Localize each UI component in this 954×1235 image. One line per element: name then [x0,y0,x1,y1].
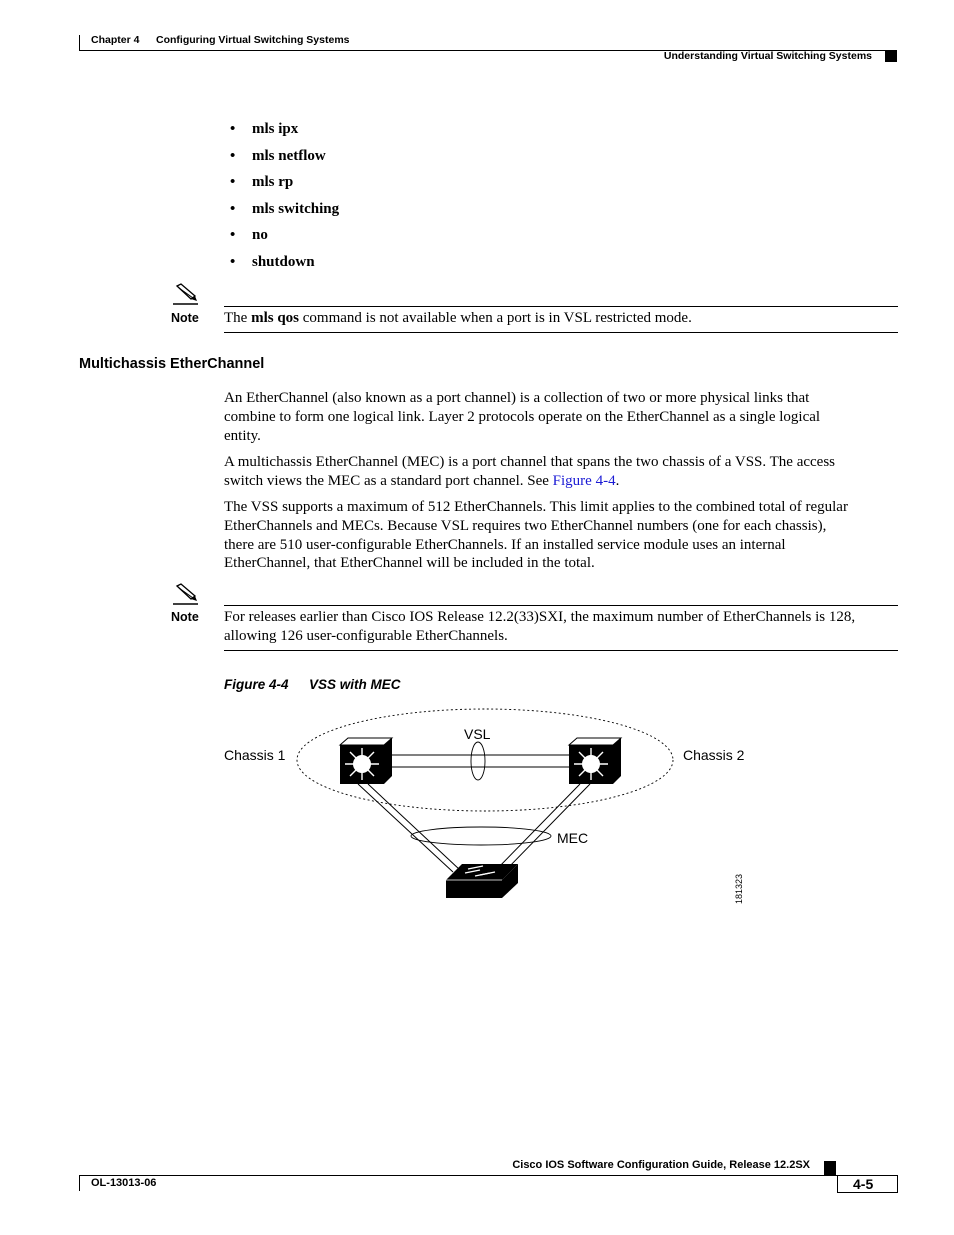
list-item: • mls netflow [230,147,326,164]
note-text: For releases earlier than Cisco IOS Release 12.2(33)SXI, the maximum number of EtherChannels is 128, allowing 126 user-configurable EtherChannels. [224,609,856,644]
header-chapter: Chapter 4 [91,34,140,46]
page-number: 4-5 [853,1176,874,1192]
mec-link [368,784,460,870]
vsl-bundle-ring [471,742,485,780]
figure-title: VSS with MEC [309,677,401,692]
footer-guide-title: Cisco IOS Software Configuration Guide, Release 12.2SX [512,1159,810,1171]
list-item: • mls switching [230,200,340,217]
note-label: Note [171,610,199,624]
access-switch-icon [446,864,518,898]
paragraph: The VSS supports a maximum of 512 EtherChannels. This limit applies to the combined total of regular EtherChannels and MECs. Because VSL requires two EtherChannel numbers (one for each chassis), there are 510 user-configurable EtherChannels. If an installed service module uses an internal EtherChannel, that EtherChannel will be included in the total. [224,499,848,572]
header-section-title: Understanding Virtual Switching Systems [663,50,872,62]
footer-left-tick [79,1175,80,1191]
chassis-1-switch-icon [340,738,392,784]
list-item: • shutdown [230,253,315,270]
list-item: • mls ipx [230,121,299,137]
mec-link [358,784,453,872]
chassis-2-label: Chassis 2 [683,747,745,763]
note-text: The mls qos command is not available when a port is in VSL restricted mode. [224,310,692,326]
paragraph: A multichassis EtherChannel (MEC) is a port channel that spans the two chassis of a VSS. The access switch views the MEC as a standard port channel. See Figure 4-4. [224,454,836,489]
figure-number: Figure 4-4 [224,677,289,692]
mec-bundle-ring [411,827,551,845]
footer-doc-number: OL-13013-06 [91,1177,157,1189]
list-item: • mls rp [230,174,294,191]
header-chapter-title: Configuring Virtual Switching Systems [156,34,350,46]
chassis-1-label: Chassis 1 [224,747,286,763]
paragraph: An EtherChannel (also known as a port channel) is a collection of two or more physical links that combine to form one logical link. Layer 2 protocols operate on the EtherChannel as a single logical entity. [224,390,821,444]
mec-label: MEC [557,830,589,846]
mec-link [496,784,580,870]
list-item: • no [230,227,268,244]
footer-black-block [824,1161,836,1175]
footer-rule [79,1175,897,1176]
section-heading: Multichassis EtherChannel [79,356,265,372]
vsl-label: VSL [464,726,491,742]
figure-link[interactable]: Figure 4-4 [552,472,616,489]
chassis-2-switch-icon [569,738,621,784]
note-label: Note [171,311,199,325]
figure-id: 181323 [734,873,745,905]
command-name: mls qos [251,310,300,326]
